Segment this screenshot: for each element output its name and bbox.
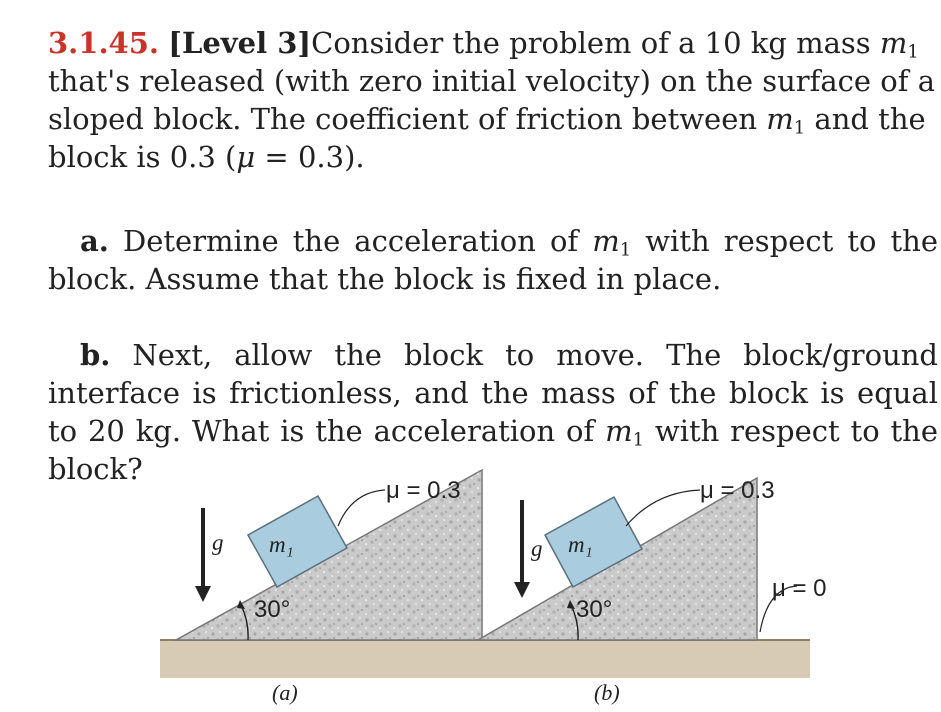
figure-panel-b: [474, 477, 827, 705]
ground: [474, 640, 810, 678]
figure-panel-a: [160, 470, 496, 705]
mu-symbol: μ: [236, 140, 256, 174]
part-a-text-b: with respect to the block. Assume that the block is fixed in place.: [48, 224, 938, 296]
caption-a: (a): [272, 680, 298, 705]
friction-label: μ = 0.3: [700, 477, 775, 504]
gravity-arrowhead: [514, 582, 530, 598]
part-a-text-a: Determine the acceleration of: [108, 224, 593, 258]
part-b-label: b.: [80, 338, 111, 372]
angle-label: 30°: [576, 596, 613, 623]
problem-text-a: Consider the problem of a 10 kg mass: [311, 26, 880, 60]
mass-subscript: 1: [907, 41, 919, 63]
mass-label: m₁: [568, 532, 593, 557]
gravity-label: g: [531, 536, 543, 561]
gravity-label: g: [212, 530, 224, 555]
problem-text-d: = 0.3).: [255, 140, 365, 174]
friction-label: μ = 0.3: [386, 477, 461, 504]
mass-symbol: m: [605, 414, 633, 448]
gravity-arrowhead: [195, 586, 211, 602]
part-a-label: a.: [80, 224, 109, 258]
caption-b: (b): [594, 680, 620, 705]
ground-friction-label: μ = 0: [772, 575, 827, 602]
mass-subscript: 1: [793, 117, 806, 139]
problem-text-b: that's released (with zero initial velocity) on the surface of a sloped block. The coefficient of friction between: [48, 64, 936, 136]
mass-label: m₁: [269, 532, 294, 557]
mass-subscript: 1: [619, 239, 632, 261]
mass-subscript: 1: [632, 429, 645, 451]
mass-symbol: m: [592, 224, 620, 258]
problem-level: [Level 3]: [168, 26, 312, 60]
problem-text-c: and the block is 0.3 (: [48, 102, 926, 174]
ground: [160, 640, 496, 678]
mass-symbol: m: [879, 26, 908, 60]
problem-number: 3.1.45.: [48, 26, 160, 60]
part-b-text-b: with respect to the block?: [48, 414, 938, 486]
part-b-text-a: Next, allow the block to move. The block/ground interface is frictionless, and the mass of the block is equal to 20 kg. What is the acceleration of: [48, 338, 938, 448]
angle-label: 30°: [254, 596, 291, 623]
friction-leader: [338, 490, 385, 526]
mass-symbol: m: [766, 102, 794, 136]
